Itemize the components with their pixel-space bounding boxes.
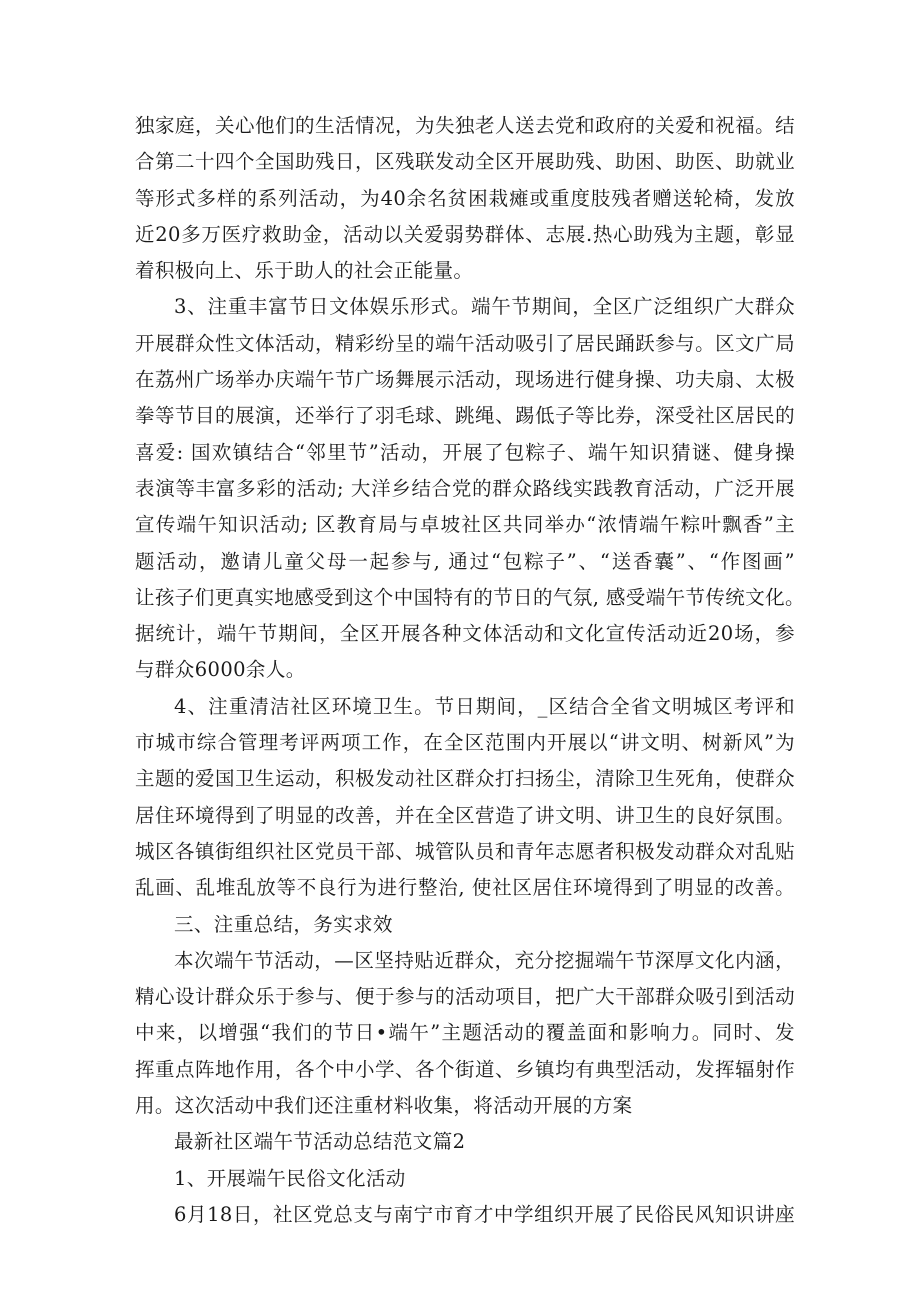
text-line: 最新社区端午节活动总结范文篇2 xyxy=(174,1130,466,1154)
text-line: 据统计，端午节期间，全区开展各种文体活动和文化宣传活动近20场，参 xyxy=(135,622,795,646)
text-line: 本次端午节活动，—区坚持贴近群众，充分挖掘端午节深厚文化内涵， xyxy=(174,948,795,972)
text-line: 拳等节目的展演，还举行了羽毛球、跳绳、踢低子等比券，深受社区居民的 xyxy=(135,404,795,428)
text-line: 在荔州广场举办庆端午节广场舞展示活动，现场进行健身操、功夫扇、太极 xyxy=(135,368,795,392)
text-line: 6月18日，社区党总支与南宁市育才中学组织开展了民俗民风知识讲座 xyxy=(174,1202,795,1226)
text-line: 近20多万医疗救助金，活动以关爱弱势群体、志展.热心助残为主题，彰显 xyxy=(135,222,795,246)
text-line: 主题的爱国卫生运动，积极发动社区群众打扫扬尘，清除卫生死角，使群众 xyxy=(135,767,795,791)
document-body xyxy=(135,108,805,1233)
text-line: 独家庭，关心他们的生活情况，为失独老人送去党和政府的关爱和祝福。结 xyxy=(135,114,795,137)
text-line: 与群众6000余人。 xyxy=(135,658,306,682)
text-line: 精心设计群众乐于参与、便于参与的活动项目，把广大干部群众吸引到活动 xyxy=(135,985,795,1009)
text-line: 表演等丰富多彩的活动; 大洋乡结合党的群众路线实践教育活动，广泛开展 xyxy=(135,476,795,500)
text-line: 中来，以增强“我们的节日•端午”主题活动的覆盖面和影响力。同时、发 xyxy=(135,1021,795,1045)
text-line: 挥重点阵地作用，各个中小学、各个街道、乡镇均有典型活动，发挥辐射作 xyxy=(135,1057,795,1081)
text-line: 等形式多样的系列活动，为40余名贫困栽瘫或重度肢残者赠送轮椅，发放 xyxy=(135,186,795,210)
text-line: 喜爱: 国欢镇结合“邻里节”活动，开展了包粽子、端午知识猜谜、健身操 xyxy=(135,440,795,464)
text-line: 合第二十四个全国助残日，区残联发动全区开展助残、助困、助医、助就业 xyxy=(135,150,795,174)
text-line: 宣传端午知识活动; 区教育局与卓坡社区共同举办“浓情端午粽叶飘香”主 xyxy=(135,513,795,537)
text-line: 乱画、乱堆乱放等不良行为进行整治, 使社区居住环境得到了明显的改善。 xyxy=(135,876,795,900)
text-line: 题活动，邀请儿童父母一起参与, 通过“包粽子”、“送香囊”、“作图画” xyxy=(135,549,795,573)
text-line: 着积极向上、乐于助人的社会正能量。 xyxy=(135,259,474,283)
text-line: 居住环境得到了明显的改善，并在全区营造了讲文明、讲卫生的良好氛围。 xyxy=(135,803,795,827)
text-line: 市城市综合管理考评两项工作，在全区范围内开展以“讲文明、树新风”为 xyxy=(135,731,795,755)
text-line: 4、注重清洁社区环境卫生。节日期间，_区结合全省文明城区考评和 xyxy=(174,694,795,718)
text-line: 用。这次活动中我们还注重材料收集，将活动开展的方案 xyxy=(135,1094,633,1118)
text-line: 1、开展端午民俗文化活动 xyxy=(174,1166,406,1190)
text-line: 3、注重丰富节日文体娱乐形式。端午节期间，全区广泛组织广大群众 xyxy=(174,295,795,319)
text-line: 让孩子们更真实地感受到这个中国特有的节日的气氛, 感受端午节传统文化。 xyxy=(135,585,805,609)
text-line: 城区各镇街组织社区党员干部、城管队员和青年志愿者积极发动群众对乱贴 xyxy=(135,839,795,863)
text-line: 三、注重总结，务实求效 xyxy=(174,912,393,936)
text-line: 开展群众性文体活动，精彩纷呈的端午活动吸引了居民踊跃参与。区文广局 xyxy=(135,331,795,355)
